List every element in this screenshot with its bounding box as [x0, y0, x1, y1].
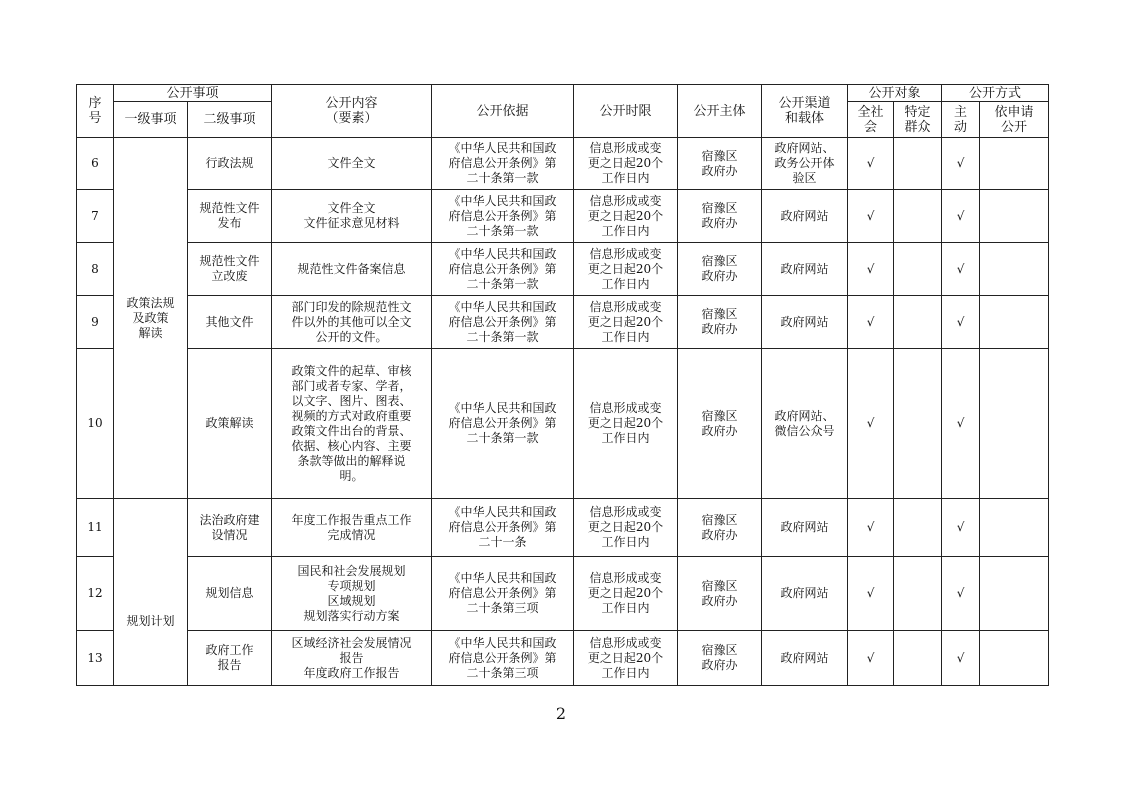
header-method-group: 公开方式 [942, 85, 1049, 102]
header-target-group: 公开对象 [848, 85, 942, 102]
row-basis: 《中华人民共和国政 府信息公开条例》第 二十条第一款 [432, 190, 574, 243]
disclosure-table [76, 84, 1049, 686]
row-target-specific [894, 296, 942, 349]
row-channel: 政府网站 [762, 631, 848, 686]
row-target-all: √ [848, 296, 894, 349]
row-content: 政策文件的起草、审核 部门或者专家、学者， 以文字、图片、图表、 视频的方式对政府重要 政策文件出台的背景、 依据、核心内容、主要 条款等做出的解释说 明。 [272, 349, 432, 499]
row-content: 年度工作报告重点工作 完成情况 [272, 499, 432, 557]
row-method-active: √ [942, 499, 980, 557]
table-header [77, 85, 1049, 138]
row-content: 规范性文件备案信息 [272, 243, 432, 296]
row-target-specific [894, 349, 942, 499]
row-level2: 行政法规 [188, 138, 272, 190]
row-target-specific [894, 190, 942, 243]
row-time: 信息形成或变 更之日起20个 工作日内 [574, 190, 678, 243]
row-no: 11 [77, 499, 114, 557]
row-target-specific [894, 243, 942, 296]
row-target-specific [894, 499, 942, 557]
row-basis: 《中华人民共和国政 府信息公开条例》第 二十条第三项 [432, 557, 574, 631]
row-basis: 《中华人民共和国政 府信息公开条例》第 二十条第一款 [432, 296, 574, 349]
row-method-active: √ [942, 631, 980, 686]
page-number: 2 [555, 704, 567, 723]
row-target-all: √ [848, 190, 894, 243]
row-channel: 政府网站、 政务公开体 验区 [762, 138, 848, 190]
row-method-request [980, 243, 1049, 296]
row-no: 13 [77, 631, 114, 686]
group-policy: 政策法规 及政策 解读 [114, 138, 188, 499]
row-time: 信息形成或变 更之日起20个 工作日内 [574, 631, 678, 686]
table-body [77, 138, 1049, 686]
row-basis: 《中华人民共和国政 府信息公开条例》第 二十条第一款 [432, 349, 574, 499]
row-target-all: √ [848, 557, 894, 631]
row-method-request [980, 631, 1049, 686]
row-subject: 宿豫区 政府办 [678, 557, 762, 631]
group-policy-continuation [114, 499, 188, 557]
row-content: 文件全文 文件征求意见材料 [272, 190, 432, 243]
table-row [77, 349, 1049, 499]
header-method-active: 主 动 [942, 102, 980, 138]
row-content: 文件全文 [272, 138, 432, 190]
row-no: 10 [77, 349, 114, 499]
row-method-request [980, 138, 1049, 190]
table-row [77, 138, 1049, 190]
table-row [77, 190, 1049, 243]
row-level2: 其他文件 [188, 296, 272, 349]
row-level2: 法治政府建 设情况 [188, 499, 272, 557]
row-time: 信息形成或变 更之日起20个 工作日内 [574, 557, 678, 631]
header-basis: 公开依据 [432, 85, 574, 138]
row-subject: 宿豫区 政府办 [678, 499, 762, 557]
row-channel: 政府网站 [762, 557, 848, 631]
header-items-group: 公开事项 [114, 85, 272, 102]
row-subject: 宿豫区 政府办 [678, 631, 762, 686]
row-level2: 规范性文件 发布 [188, 190, 272, 243]
row-method-active: √ [942, 190, 980, 243]
row-target-specific [894, 631, 942, 686]
row-target-specific [894, 557, 942, 631]
row-level2: 政策解读 [188, 349, 272, 499]
row-subject: 宿豫区 政府办 [678, 243, 762, 296]
row-method-active: √ [942, 349, 980, 499]
row-basis: 《中华人民共和国政 府信息公开条例》第 二十条第一款 [432, 243, 574, 296]
row-level2: 规划信息 [188, 557, 272, 631]
row-subject: 宿豫区 政府办 [678, 138, 762, 190]
group-planning: 规划计划 [114, 557, 188, 686]
header-target-specific: 特定 群众 [894, 102, 942, 138]
row-subject: 宿豫区 政府办 [678, 349, 762, 499]
header-channel: 公开渠道 和载体 [762, 85, 848, 138]
row-channel: 政府网站 [762, 296, 848, 349]
row-target-all: √ [848, 349, 894, 499]
row-basis: 《中华人民共和国政 府信息公开条例》第 二十条第一款 [432, 138, 574, 190]
header-target-all: 全社 会 [848, 102, 894, 138]
row-time: 信息形成或变 更之日起20个 工作日内 [574, 499, 678, 557]
row-target-all: √ [848, 243, 894, 296]
row-channel: 政府网站、 微信公众号 [762, 349, 848, 499]
row-subject: 宿豫区 政府办 [678, 296, 762, 349]
row-level2: 政府工作 报告 [188, 631, 272, 686]
row-time: 信息形成或变 更之日起20个 工作日内 [574, 349, 678, 499]
row-method-request [980, 499, 1049, 557]
row-method-active: √ [942, 296, 980, 349]
table-row [77, 243, 1049, 296]
row-time: 信息形成或变 更之日起20个 工作日内 [574, 296, 678, 349]
row-time: 信息形成或变 更之日起20个 工作日内 [574, 243, 678, 296]
row-no: 8 [77, 243, 114, 296]
row-method-request [980, 190, 1049, 243]
row-method-active: √ [942, 243, 980, 296]
row-subject: 宿豫区 政府办 [678, 190, 762, 243]
row-target-specific [894, 138, 942, 190]
row-channel: 政府网站 [762, 190, 848, 243]
row-no: 6 [77, 138, 114, 190]
row-content: 国民和社会发展规划 专项规划 区域规划 规划落实行动方案 [272, 557, 432, 631]
table-row [77, 557, 1049, 631]
row-method-active: √ [942, 557, 980, 631]
table-row [77, 296, 1049, 349]
header-content: 公开内容 （要素） [272, 85, 432, 138]
row-time: 信息形成或变 更之日起20个 工作日内 [574, 138, 678, 190]
header-method-request: 依申请 公开 [980, 102, 1049, 138]
table-row [77, 631, 1049, 686]
row-basis: 《中华人民共和国政 府信息公开条例》第 二十一条 [432, 499, 574, 557]
row-basis: 《中华人民共和国政 府信息公开条例》第 二十条第三项 [432, 631, 574, 686]
row-method-request [980, 296, 1049, 349]
header-subject: 公开主体 [678, 85, 762, 138]
header-level2: 二级事项 [188, 102, 272, 138]
row-content: 区域经济社会发展情况 报告 年度政府工作报告 [272, 631, 432, 686]
row-target-all: √ [848, 631, 894, 686]
row-content: 部门印发的除规范性文 件以外的其他可以全文 公开的文件。 [272, 296, 432, 349]
header-time: 公开时限 [574, 85, 678, 138]
row-no: 7 [77, 190, 114, 243]
row-target-all: √ [848, 138, 894, 190]
row-level2: 规范性文件 立改废 [188, 243, 272, 296]
header-seq: 序 号 [77, 85, 114, 138]
row-channel: 政府网站 [762, 243, 848, 296]
row-target-all: √ [848, 499, 894, 557]
row-no: 12 [77, 557, 114, 631]
header-level1: 一级事项 [114, 102, 188, 138]
row-method-request [980, 557, 1049, 631]
row-no: 9 [77, 296, 114, 349]
table-row [77, 499, 1049, 557]
row-method-active: √ [942, 138, 980, 190]
row-channel: 政府网站 [762, 499, 848, 557]
row-method-request [980, 349, 1049, 499]
